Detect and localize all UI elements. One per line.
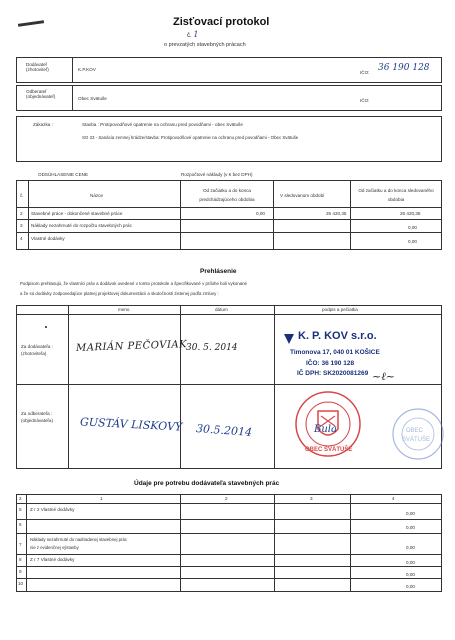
contract-line-1: Stavba : Protipovodňové opatrenie na ochranu pred povodňami - obec Svätuše (82, 122, 243, 127)
signature-client-label: Za odberateľa : (objednávateľa) (21, 411, 53, 423)
company-stamp-signature: ~ℓ~ (372, 370, 396, 383)
bottom-header-num: 3 (310, 496, 313, 501)
summary-row-name: Vlastné dodávky (31, 236, 65, 241)
summary-title: ODSÚHLASENIE CENE (38, 172, 89, 177)
bottom-row-num: 10 (18, 581, 24, 586)
bottom-row-value: 0,00 (406, 525, 415, 530)
small-stamp-text-2: SVÄTUŠE (402, 437, 431, 443)
client-ico-label: IČO: (360, 98, 370, 103)
pen-mark (18, 20, 44, 27)
bottom-header-num: 2 (19, 496, 22, 501)
company-stamp-name: K. P. KOV s.r.o. (298, 330, 377, 342)
summary-group-header: Rozpočtové náklady (v € bez DPH) (181, 172, 253, 177)
signature-supplier-date: 30. 5. 2014 (186, 343, 238, 353)
bottom-row-num: 8 (19, 557, 22, 562)
supplier-ico-label: IČO: (360, 70, 370, 75)
summary-row-period: 26 420,35 (326, 211, 347, 216)
bottom-header-num: 2 (225, 496, 228, 501)
bottom-header-num: 1 (100, 496, 103, 501)
col-total-header: Od začiatku a do konca sledovaného obdobia (358, 188, 434, 202)
supplier-label: Dodávateľ (zhotoviteľ) (26, 62, 49, 72)
signature-supplier-label: Za dodávateľa : (zhotoviteľa) (21, 344, 53, 356)
col-name-header: Názov (90, 193, 104, 198)
col-number-header: č. (20, 193, 24, 198)
client-label: Odberateľ (objednávateľ) (26, 89, 56, 99)
company-stamp-line-3: IČ DPH: SK2020081269 (297, 370, 369, 377)
signature-col-date: dátum (215, 307, 228, 312)
signature-col-name: meno (118, 307, 130, 312)
round-stamp-text: OBEC SVÄTUŠE (305, 447, 353, 453)
round-stamp-signature: Bula (314, 424, 337, 435)
summary-row-name: Náklady nezahrnuté do rozpočtu stavebných prác (31, 223, 132, 228)
bottom-row-num: 5 (19, 507, 22, 512)
bottom-row-num: 6 (19, 522, 22, 527)
summary-row-total: 0,00 (408, 225, 417, 230)
page-subtitle: o prevzatých stavebných prácach (164, 42, 246, 48)
summary-row-num: 2 (20, 211, 23, 216)
bottom-row-name: Z r 2 Vlastné dodávky (30, 507, 75, 512)
signature-client-name: GUSTÁV LISKOVÝ (79, 415, 183, 434)
bottom-row-value: 0,00 (406, 572, 415, 577)
summary-row-num: 3 (20, 223, 23, 228)
declaration-heading: Prehlásenie (200, 268, 237, 275)
bottom-row-num: 9 (19, 569, 22, 574)
signature-client-date: 30.5.2014 (195, 422, 253, 439)
signature-col-sign: podpis a pečiatka (322, 307, 358, 312)
bottom-header-num: 4 (392, 496, 395, 501)
summary-row-prev: 0,00 (256, 211, 265, 216)
bottom-row-name: Z r 7 Vlastné dodávky (30, 557, 75, 562)
contract-label: Zákazka : (33, 122, 53, 127)
protocol-number-prefix: č. (187, 33, 192, 39)
bottom-row-name: Náklady nezahrnuté do nadriadenej stavebnej prác nie z evidenčnej výstavby (30, 537, 127, 550)
supplier-name: K.P.KOV (78, 67, 96, 72)
declaration-text-1: Podpisom prehlasujú, že vlastníci práv a dodávok uvedené v tomto protokole a špecifikované v prílohe boli vykonané (20, 281, 247, 286)
small-stamp-text-1: OBEC (406, 428, 424, 434)
supplier-ico-value: 36 190 128 (378, 63, 430, 73)
bottom-row-value: 0,00 (406, 560, 415, 565)
bottom-row-value: 0,00 (406, 545, 415, 550)
bottom-row-value: 0,00 (406, 584, 415, 589)
summary-row-num: 4 (20, 236, 23, 241)
company-stamp-line-2: IČO: 36 190 128 (306, 360, 355, 367)
bottom-row-num: 7 (19, 542, 22, 547)
summary-row-total: 0,00 (408, 239, 417, 244)
col-prev-header: Od začiatku a do konca predchádzajúceho obdobia (199, 188, 255, 202)
protocol-number-value: 1 (193, 30, 199, 39)
contract-line-2: SO 23 - Sanácia zemnej hrádze/stavba: Protipovodňové opatrenie na ochranu pred povodňami - Obec Svätuše (82, 135, 299, 140)
signature-supplier-name: MARIÁN PEČOVIAK (75, 339, 188, 354)
dot-mark (45, 326, 47, 328)
summary-row-total: 26 420,35 (400, 211, 421, 216)
protocol-number (187, 30, 198, 39)
signature-table (16, 305, 442, 469)
client-name: Obec Svätuše (78, 96, 107, 101)
summary-row-name: Stavebné práce - dokončené stavebné práce (31, 211, 123, 216)
small-stamp (390, 405, 446, 463)
company-stamp-line-1: Timonova 17, 040 01 KOŠICE (290, 349, 380, 356)
bottom-table-title: Údaje pre potrebu dodávateľa stavebných prác (134, 480, 280, 487)
page-title: Zisťovací protokol (173, 16, 270, 28)
bottom-row-value: 0,00 (406, 511, 415, 516)
declaration-text-2: a že sú dodávky zodpovedajúce platnej projektovej dokumentácii a skutočnosti zistenej podľa zmluvy : (20, 291, 219, 296)
col-period-header: V sledovanom období (280, 193, 325, 198)
